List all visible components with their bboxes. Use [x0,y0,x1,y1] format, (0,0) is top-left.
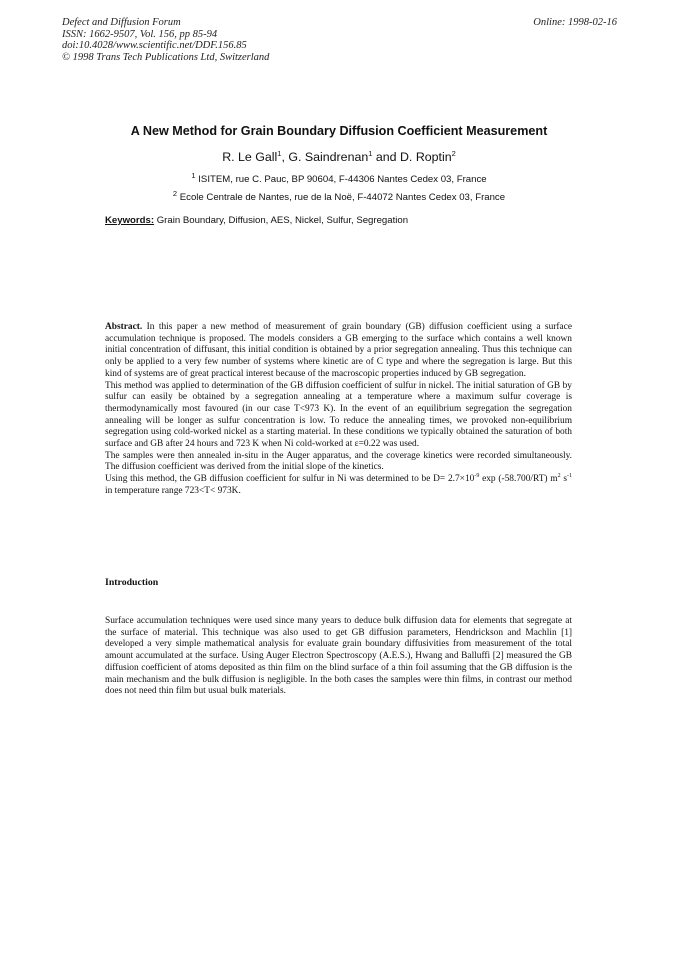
paper-title: A New Method for Grain Boundary Diffusion Coefficient Measurement [130,124,548,138]
author-name: R. Le Gall [222,150,278,164]
affiliation-marker: 1 [277,148,282,158]
affiliation-1 [0,170,678,185]
abstract-paragraph: The samples were then annealed in-situ in the Auger apparatus, and the coverage kinetics were recorded simultaneously. The diffusion coefficient was derived from the initial slope of the kinetics. [105,450,572,473]
abstract-text: in temperature range 723<T< 973K. [105,485,241,496]
issn-line: ISSN: 1662-9507, Vol. 156, pp 85-94 [62,28,218,40]
affiliation-marker: 1 [368,148,373,158]
journal-name: Defect and Diffusion Forum [62,17,181,28]
abstract-text: s [560,474,567,485]
exponent: -1 [567,473,572,480]
keywords-text: Grain Boundary, Diffusion, AES, Nickel, Sulfur, Segregation [154,215,409,226]
affiliation-text: ISITEM, rue C. Pauc, BP 90604, F-44306 Nantes Cedex 03, France [195,174,487,185]
introduction-paragraph: Surface accumulation techniques were used since many years to deduce bulk diffusion data for elements that segregate at the surface of material. This technique was also used to get GB diffusion parameters, Hendrickson and Machlin [1] developed a very simple mathematical analysis for evaluate grain boundary diffusivities from measurement of the total amount accumulated at the surface. Using Auger Electron Spectroscopy (A.E.S.), Hwang and Balluffi [2] measured the GB diffusion coefficient of atoms deposited as thin film on the blind surface of a thin foil assuming that the GB diffusion is the main mechanism and the bulk diffusion is negligible. In the both cases the samples were thin films, in contrast our method does not need thin film but usual bulk materials. [105,616,572,697]
keywords [105,215,408,226]
section-heading-introduction: Introduction [105,577,159,588]
abstract [105,322,572,498]
abstract-text: exp (-58.700/RT) m [479,474,558,485]
affiliation-marker: 1 [191,170,196,180]
exponent: 2 [557,473,561,480]
author-name: D. Roptin [399,150,452,164]
author-list [0,150,678,164]
copyright-line: © 1998 Trans Tech Publications Ltd, Switzerland [62,51,270,63]
online-date: Online: 1998-02-16 [533,17,617,28]
affiliation-text: Ecole Centrale de Nantes, rue de la Noë, F-44072 Nantes Cedex 03, France [177,192,506,203]
abstract-text: In this paper a new method of measurement of grain boundary (GB) diffusion coefficient using a surface accumulation technique is proposed. The models considers a GB emerging to the surface which contains a well known initial concentration of diffusant, this initial condition is obtained by a prior segregation annealing. Thus this technique can only be applied to a very few number of systems where kinetic are of C type and where the segregation is large. But this kind of systems are of great practical interest because of the macroscopic properties induced by GB segregation. [105,322,572,379]
introduction-body [105,616,572,698]
abstract-paragraph: This method was applied to determination of the GB diffusion coefficient of sulfur in nickel. The initial saturation of GB by sulfur can easily be obtained by a segregation annealing at a temperature where a maximum sulfur coverage is thermodynamically most favoured (in our case T<973 K). In the event of an equilibrium segregation the segregation annealing will be longer as sulfur concentration is low. To reduce the annealing times, we provoked non-equilibrium segregation using cold-worked nickel as a starting material. In these conditions we typically obtained the saturation of both surface and GB after 24 hours and 723 K when Ni cold-worked at ε=0.22 was used. [105,380,572,450]
abstract-label: Abstract. [105,322,143,332]
doi-line: doi:10.4028/www.scientific.net/DDF.156.85 [62,40,247,52]
affiliation-2 [0,188,678,203]
author-name: G. Saindrenan [288,150,369,164]
affiliation-marker: 2 [451,148,456,158]
journal-header [62,17,269,63]
abstract-paragraph [105,474,572,497]
abstract-text: Using this method, the GB diffusion coefficient for sulfur in Ni was determined to be D= 2.7×10 [105,474,475,485]
author-separator: , [281,150,289,164]
exponent: -9 [474,473,480,480]
affiliation-marker: 2 [172,188,178,198]
abstract-paragraph [105,322,572,381]
keywords-label: Keywords: [105,215,155,226]
author-separator: and [372,150,400,164]
